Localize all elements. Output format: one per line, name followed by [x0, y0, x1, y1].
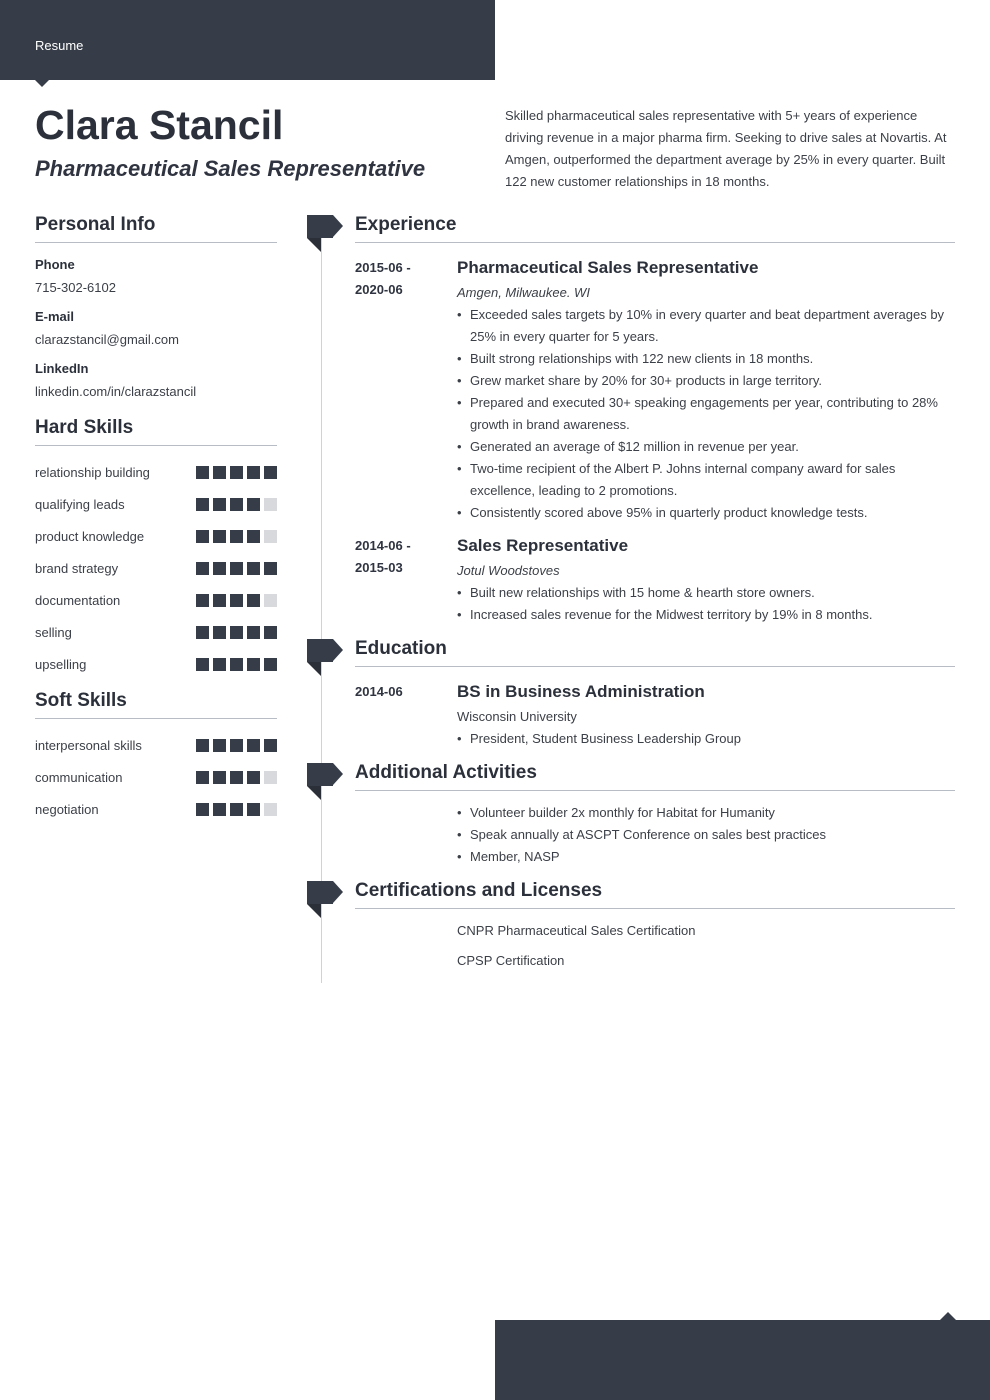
- skill-level-square: [264, 594, 277, 607]
- skill-row: [35, 488, 277, 520]
- skill-level-square: [264, 658, 277, 671]
- skill-row: [35, 520, 277, 552]
- skill-level-square: [196, 626, 209, 639]
- skill-level-square: [230, 498, 243, 511]
- skill-level-square: [196, 658, 209, 671]
- education-marker-icon: [307, 639, 343, 675]
- skill-level-square: [213, 562, 226, 575]
- bullet-item: • Consistently scored above 95% in quarterly product knowledge tests.: [457, 502, 955, 524]
- skill-level-square: [213, 658, 226, 671]
- skill-level-square: [264, 771, 277, 784]
- skill-level-meter: [192, 626, 277, 639]
- skill-name: relationship building: [35, 464, 150, 480]
- skill-name: upselling: [35, 656, 87, 672]
- skill-level-square: [196, 498, 209, 511]
- skill-level-square: [196, 466, 209, 479]
- skill-level-square: [213, 594, 226, 607]
- profile-summary: Skilled pharmaceutical sales representative with 5+ years of experience driving revenue in a major pharma firm. Seeking to drive sales at Novartis. At Amgen, outperformed the department average by 25% in every quarter. Built 122 new customer relationships in 18 months.: [505, 108, 947, 189]
- candidate-title: Pharmaceutical Sales Representative: [35, 156, 426, 181]
- skill-level-square: [230, 658, 243, 671]
- skill-level-square: [264, 626, 277, 639]
- skill-name: negotiation: [35, 801, 99, 817]
- skill-level-square: [230, 530, 243, 543]
- skill-level-square: [247, 658, 260, 671]
- skill-level-square: [247, 498, 260, 511]
- skill-level-square: [264, 739, 277, 752]
- skill-row: [35, 552, 277, 584]
- school-name: Wisconsin University: [457, 709, 577, 724]
- job-dates: [355, 257, 450, 301]
- soft-skills-heading: Soft Skills: [35, 690, 277, 719]
- skill-level-square: [230, 803, 243, 816]
- bullet-item: • Grew market share by 20% for 30+ products in large territory.: [457, 370, 955, 392]
- bullet-item: • Generated an average of $12 million in revenue per year.: [457, 436, 955, 458]
- skill-name: documentation: [35, 592, 121, 608]
- skill-level-meter: [192, 803, 277, 816]
- footer-band: [495, 1320, 990, 1400]
- skill-level-meter: [192, 739, 277, 752]
- skill-level-meter: [192, 771, 277, 784]
- header-notch: [34, 79, 50, 87]
- footer-notch: [940, 1312, 956, 1320]
- skill-level-square: [230, 594, 243, 607]
- job-date-end: 2015-03: [355, 560, 403, 575]
- skill-row: [35, 761, 277, 793]
- resume-label: Resume: [35, 38, 84, 53]
- timeline-line: [321, 238, 322, 983]
- activities-heading: Additional Activities: [355, 762, 955, 791]
- experience-heading: Experience: [355, 214, 955, 243]
- skill-level-square: [213, 530, 226, 543]
- job-bullets: [457, 582, 955, 626]
- certifications-marker-icon: [307, 881, 343, 917]
- skill-level-square: [230, 626, 243, 639]
- skill-row: [35, 793, 277, 825]
- soft-skills-list: [35, 729, 277, 825]
- job-dates: [355, 535, 450, 579]
- job-date-start: 2015-06 -: [355, 260, 411, 275]
- email-value: clarazstancil@gmail.com: [35, 332, 179, 347]
- job-bullets: [457, 304, 955, 524]
- skill-level-square: [196, 771, 209, 784]
- linkedin-label: LinkedIn: [35, 361, 89, 376]
- skill-row: [35, 648, 277, 680]
- header-band: [0, 0, 495, 80]
- skill-level-square: [196, 803, 209, 816]
- skill-level-square: [247, 594, 260, 607]
- skill-level-square: [196, 530, 209, 543]
- skill-level-square: [264, 466, 277, 479]
- skill-level-square: [247, 466, 260, 479]
- skill-name: product knowledge: [35, 528, 145, 544]
- job-role: Sales Representative: [457, 536, 629, 555]
- activities-bullets: [457, 802, 955, 868]
- skill-level-square: [230, 562, 243, 575]
- skill-level-square: [247, 771, 260, 784]
- experience-marker-icon: [307, 215, 343, 251]
- skill-name: communication: [35, 769, 123, 785]
- job-role: Pharmaceutical Sales Representative: [457, 258, 759, 277]
- bullet-item: • Volunteer builder 2x monthly for Habitat for Humanity: [457, 802, 955, 824]
- bullet-item: • Built strong relationships with 122 new clients in 18 months.: [457, 348, 955, 370]
- skill-level-square: [264, 530, 277, 543]
- skill-level-square: [264, 562, 277, 575]
- certification-item: CNPR Pharmaceutical Sales Certification: [457, 923, 696, 938]
- skill-level-square: [247, 626, 260, 639]
- skill-level-square: [264, 803, 277, 816]
- skill-level-square: [230, 771, 243, 784]
- email-label: E-mail: [35, 309, 75, 324]
- skill-level-square: [247, 803, 260, 816]
- skill-level-square: [247, 739, 260, 752]
- skill-level-square: [196, 739, 209, 752]
- certifications-list: [457, 920, 955, 980]
- skill-level-square: [213, 739, 226, 752]
- skill-level-square: [230, 739, 243, 752]
- skill-level-square: [213, 466, 226, 479]
- skill-level-meter: [192, 658, 277, 671]
- skill-name: interpersonal skills: [35, 737, 142, 753]
- skill-level-square: [213, 498, 226, 511]
- skill-level-meter: [192, 594, 277, 607]
- certifications-heading: Certifications and Licenses: [355, 880, 955, 909]
- skill-level-meter: [192, 466, 277, 479]
- skill-level-meter: [192, 562, 277, 575]
- candidate-name: Clara Stancil: [35, 102, 284, 148]
- education-heading: Education: [355, 638, 955, 667]
- bullet-item: • Prepared and executed 30+ speaking engagements per year, contributing to 28% growth in brand awareness.: [457, 392, 955, 436]
- personal-info-heading: Personal Info: [35, 214, 277, 243]
- activities-marker-icon: [307, 763, 343, 799]
- skill-level-square: [247, 562, 260, 575]
- certification-item: CPSP Certification: [457, 953, 565, 968]
- skill-level-square: [196, 594, 209, 607]
- skill-level-square: [264, 498, 277, 511]
- bullet-item: • Speak annually at ASCPT Conference on sales best practices: [457, 824, 955, 846]
- skill-level-meter: [192, 498, 277, 511]
- skill-row: [35, 616, 277, 648]
- bullet-item: • Two-time recipient of the Albert P. Johns internal company award for sales excellence, leading to 2 promotions.: [457, 458, 955, 502]
- job-date-end: 2020-06: [355, 282, 403, 297]
- bullet-item: • Exceeded sales targets by 10% in every quarter and beat department averages by 25% in every quarter for 5 years.: [457, 304, 955, 348]
- skill-level-square: [213, 803, 226, 816]
- skill-level-square: [230, 466, 243, 479]
- hard-skills-heading: Hard Skills: [35, 417, 277, 446]
- skill-row: [35, 584, 277, 616]
- job-company: Jotul Woodstoves: [457, 563, 560, 578]
- skill-name: selling: [35, 624, 72, 640]
- skill-level-square: [213, 626, 226, 639]
- skill-level-square: [247, 530, 260, 543]
- skill-name: qualifying leads: [35, 496, 125, 512]
- hard-skills-list: [35, 456, 277, 680]
- education-bullets: [457, 728, 955, 750]
- bullet-item: • Increased sales revenue for the Midwest territory by 19% in 8 months.: [457, 604, 955, 626]
- skill-row: [35, 456, 277, 488]
- bullet-item: • Member, NASP: [457, 846, 955, 868]
- skill-level-meter: [192, 530, 277, 543]
- job-date-start: 2014-06 -: [355, 538, 411, 553]
- education-date: 2014-06: [355, 684, 403, 699]
- skill-name: brand strategy: [35, 560, 119, 576]
- personal-info-list: [35, 255, 277, 403]
- degree-title: BS in Business Administration: [457, 682, 705, 701]
- skill-level-square: [196, 562, 209, 575]
- phone-label: Phone: [35, 257, 75, 272]
- skill-row: [35, 729, 277, 761]
- bullet-item: • President, Student Business Leadership Group: [457, 728, 955, 750]
- skill-level-square: [213, 771, 226, 784]
- left-column: [35, 214, 277, 835]
- linkedin-value: linkedin.com/in/clarazstancil: [35, 384, 197, 399]
- bullet-item: • Built new relationships with 15 home & hearth store owners.: [457, 582, 955, 604]
- phone-value: 715-302-6102: [35, 280, 116, 295]
- job-company: Amgen, Milwaukee. WI: [457, 285, 590, 300]
